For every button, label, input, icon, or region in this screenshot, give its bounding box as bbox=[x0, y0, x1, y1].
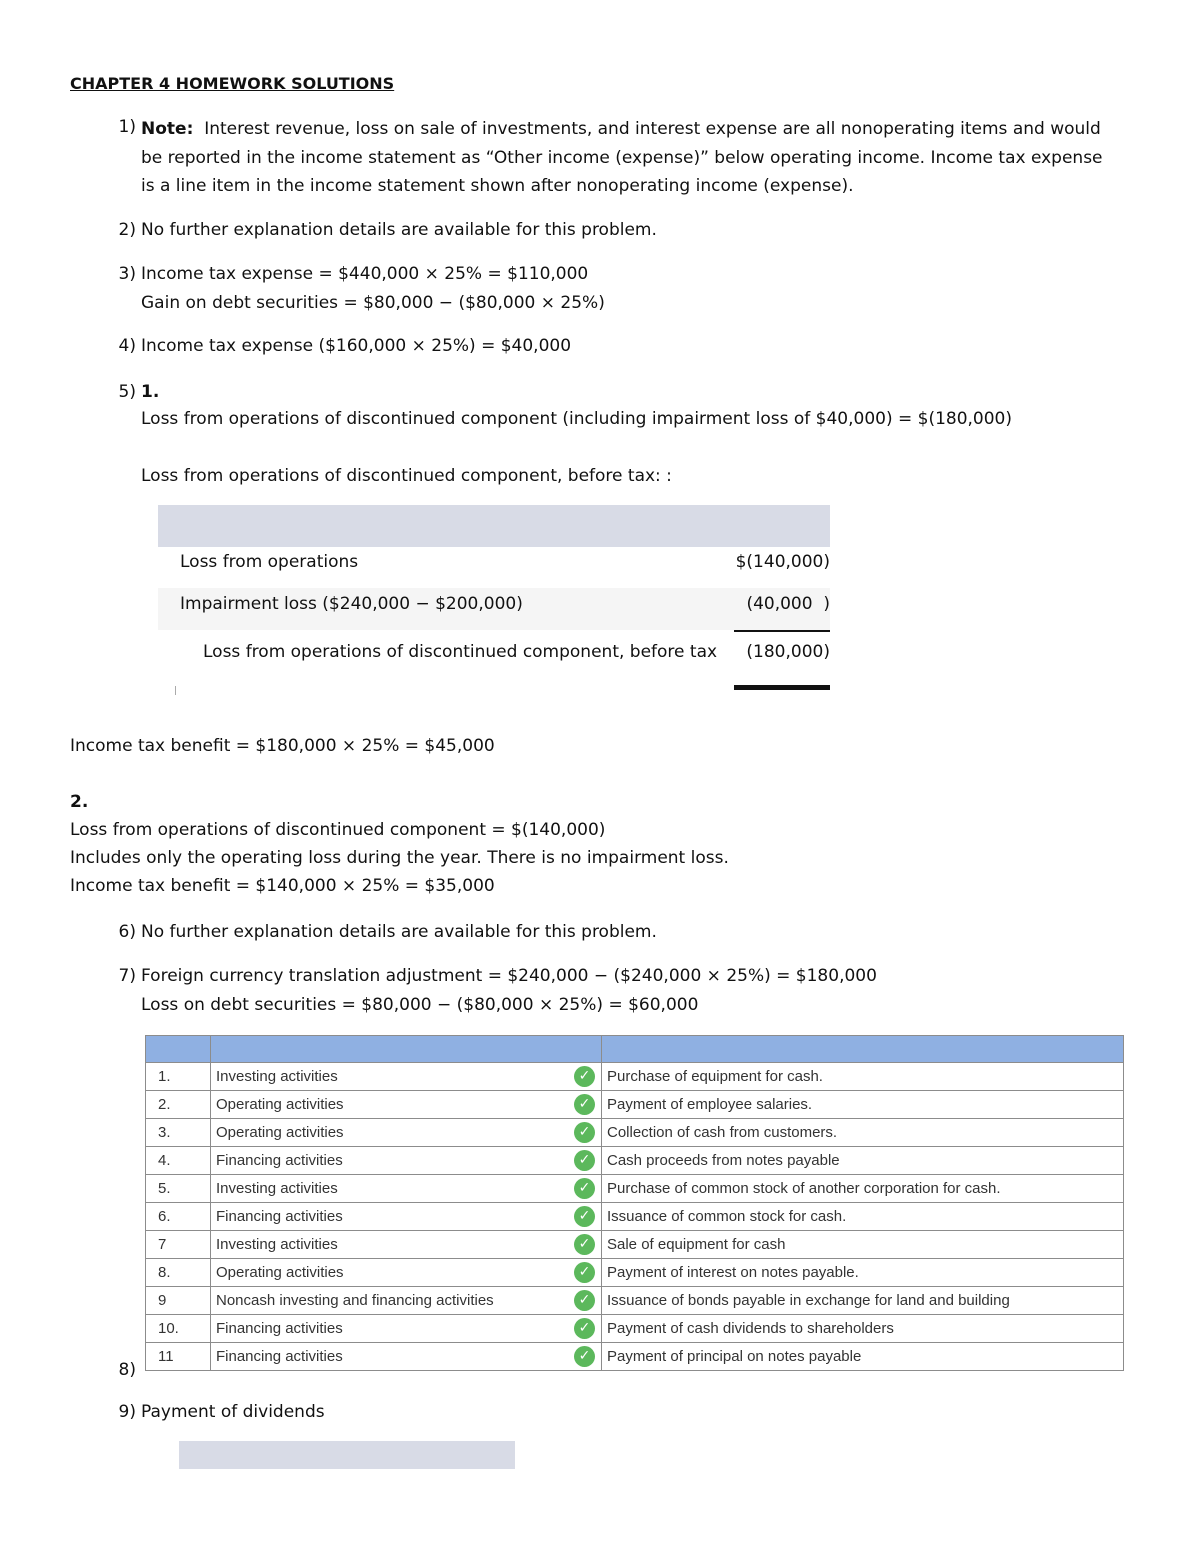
total-double-rule bbox=[734, 685, 830, 690]
activity-category bbox=[211, 1063, 602, 1091]
item-3-text bbox=[141, 260, 605, 317]
table-row bbox=[146, 1203, 1124, 1231]
category-label: Investing activities bbox=[216, 1180, 338, 1197]
subtotal-rule bbox=[734, 630, 830, 632]
item-5-line2: Loss from operations of discontinued component, before tax: : bbox=[141, 466, 672, 486]
answer-band bbox=[179, 1441, 515, 1469]
loss-row1-value: $(140,000) bbox=[735, 552, 830, 572]
activity-category bbox=[211, 1147, 602, 1175]
row-number: 6. bbox=[146, 1203, 211, 1231]
category-label: Operating activities bbox=[216, 1096, 344, 1113]
row-number: 8. bbox=[146, 1259, 211, 1287]
check-icon: ✓ bbox=[574, 1178, 595, 1199]
item-3-line1: Income tax expense = $440,000 × 25% = $110,000 bbox=[141, 264, 589, 284]
item-1-line1: Interest revenue, loss on sale of investments, and interest expense are all nonoperating items and would bbox=[204, 119, 1101, 139]
activity-description: Purchase of equipment for cash. bbox=[602, 1063, 1124, 1091]
check-icon: ✓ bbox=[574, 1066, 595, 1087]
activity-description: Collection of cash from customers. bbox=[602, 1119, 1124, 1147]
item-number: 6) bbox=[118, 922, 136, 942]
row-number: 4. bbox=[146, 1147, 211, 1175]
part-2-line3: Income tax benefit = $140,000 × 25% = $35,000 bbox=[70, 876, 495, 896]
activities-table bbox=[145, 1035, 1124, 1371]
check-icon: ✓ bbox=[574, 1346, 595, 1367]
item-number: 9) bbox=[118, 1402, 136, 1422]
row-number: 9 bbox=[146, 1287, 211, 1315]
page-title: CHAPTER 4 HOMEWORK SOLUTIONS bbox=[70, 74, 395, 93]
check-icon: ✓ bbox=[574, 1122, 595, 1143]
activity-description: Payment of employee salaries. bbox=[602, 1091, 1124, 1119]
row-number: 2. bbox=[146, 1091, 211, 1119]
category-label: Investing activities bbox=[216, 1236, 338, 1253]
activity-category bbox=[211, 1315, 602, 1343]
item-number: 1) bbox=[118, 117, 136, 137]
activity-category bbox=[211, 1175, 602, 1203]
table-row bbox=[146, 1091, 1124, 1119]
row-number: 1. bbox=[146, 1063, 211, 1091]
check-icon: ✓ bbox=[574, 1262, 595, 1283]
item-number: 8) bbox=[118, 1360, 136, 1380]
activity-description: Sale of equipment for cash bbox=[602, 1231, 1124, 1259]
activity-description: Issuance of common stock for cash. bbox=[602, 1203, 1124, 1231]
table-row bbox=[146, 1175, 1124, 1203]
row-number: 3. bbox=[146, 1119, 211, 1147]
item-2-text: No further explanation details are available for this problem. bbox=[141, 220, 657, 240]
row-number: 11 bbox=[146, 1343, 211, 1371]
part-2-line2: Includes only the operating loss during the year. There is no impairment loss. bbox=[70, 848, 729, 868]
row-number: 5. bbox=[146, 1175, 211, 1203]
activity-description: Payment of principal on notes payable bbox=[602, 1343, 1124, 1371]
part-2-line1: Loss from operations of discontinued component = $(140,000) bbox=[70, 820, 606, 840]
loss-total-value: (180,000) bbox=[746, 642, 830, 662]
activity-description: Cash proceeds from notes payable bbox=[602, 1147, 1124, 1175]
table-row bbox=[146, 1231, 1124, 1259]
cursor-mark bbox=[175, 686, 176, 695]
table-row bbox=[146, 1315, 1124, 1343]
item-1-line3: is a line item in the income statement shown after nonoperating income (expense). bbox=[141, 176, 854, 196]
table-row bbox=[146, 1287, 1124, 1315]
table-row bbox=[146, 1259, 1124, 1287]
activity-description: Issuance of bonds payable in exchange for land and building bbox=[602, 1287, 1124, 1315]
activity-description: Payment of interest on notes payable. bbox=[602, 1259, 1124, 1287]
check-icon: ✓ bbox=[574, 1318, 595, 1339]
category-label: Financing activities bbox=[216, 1320, 343, 1337]
activity-category bbox=[211, 1287, 602, 1315]
item-number: 3) bbox=[118, 264, 136, 284]
activity-category bbox=[211, 1203, 602, 1231]
item-number: 4) bbox=[118, 336, 136, 356]
item-1-text bbox=[141, 115, 1103, 201]
row-number: 10. bbox=[146, 1315, 211, 1343]
part-2-label: 2. bbox=[70, 792, 89, 812]
item-7-text bbox=[141, 962, 877, 1019]
loss-row2-value: (40,000 ) bbox=[746, 594, 830, 614]
note-label: Note: bbox=[141, 119, 194, 139]
table-row bbox=[146, 1343, 1124, 1371]
activity-description: Purchase of common stock of another corporation for cash. bbox=[602, 1175, 1124, 1203]
activity-category bbox=[211, 1091, 602, 1119]
table-row bbox=[146, 1063, 1124, 1091]
check-icon: ✓ bbox=[574, 1290, 595, 1311]
activity-category bbox=[211, 1259, 602, 1287]
item-number: 5) bbox=[118, 382, 136, 402]
table-header-row bbox=[146, 1036, 1124, 1063]
category-label: Financing activities bbox=[216, 1152, 343, 1169]
item-number: 2) bbox=[118, 220, 136, 240]
activity-description: Payment of cash dividends to shareholders bbox=[602, 1315, 1124, 1343]
item-5-line1: Loss from operations of discontinued component (including impairment loss of $40,000) = $(180,000) bbox=[141, 409, 1013, 429]
loss-total-label: Loss from operations of discontinued component, before tax bbox=[203, 642, 718, 662]
item-5-part-label: 1. bbox=[141, 382, 160, 402]
header-cell bbox=[146, 1036, 211, 1063]
activity-category bbox=[211, 1119, 602, 1147]
activity-category bbox=[211, 1231, 602, 1259]
category-label: Operating activities bbox=[216, 1124, 344, 1141]
table-row bbox=[146, 1147, 1124, 1175]
check-icon: ✓ bbox=[574, 1094, 595, 1115]
table-row bbox=[146, 1119, 1124, 1147]
item-6-text: No further explanation details are available for this problem. bbox=[141, 922, 657, 942]
loss-table-header bbox=[158, 505, 830, 547]
loss-row1-label: Loss from operations bbox=[180, 552, 359, 572]
item-1-line2: be reported in the income statement as “Other income (expense)” below operating income. Income tax expense bbox=[141, 147, 1103, 168]
category-label: Financing activities bbox=[216, 1348, 343, 1365]
activity-category bbox=[211, 1343, 602, 1371]
category-label: Financing activities bbox=[216, 1208, 343, 1225]
header-cell bbox=[211, 1036, 602, 1063]
item-4-text: Income tax expense ($160,000 × 25%) = $40,000 bbox=[141, 336, 572, 356]
item-7-line1: Foreign currency translation adjustment = $240,000 − ($240,000 × 25%) = $180,000 bbox=[141, 966, 877, 986]
item-3-line2: Gain on debt securities = $80,000 − ($80,000 × 25%) bbox=[141, 292, 605, 313]
category-label: Investing activities bbox=[216, 1068, 338, 1085]
check-icon: ✓ bbox=[574, 1206, 595, 1227]
row-number: 7 bbox=[146, 1231, 211, 1259]
check-icon: ✓ bbox=[574, 1150, 595, 1171]
check-icon: ✓ bbox=[574, 1234, 595, 1255]
header-cell bbox=[602, 1036, 1124, 1063]
loss-row2-label: Impairment loss ($240,000 − $200,000) bbox=[180, 594, 523, 614]
item-9-text: Payment of dividends bbox=[141, 1402, 325, 1422]
item-number: 7) bbox=[118, 966, 136, 986]
tax-benefit-1: Income tax benefit = $180,000 × 25% = $45,000 bbox=[70, 736, 495, 756]
item-7-line2: Loss on debt securities = $80,000 − ($80,000 × 25%) = $60,000 bbox=[141, 994, 699, 1015]
category-label: Noncash investing and financing activities bbox=[216, 1292, 494, 1309]
category-label: Operating activities bbox=[216, 1264, 344, 1281]
